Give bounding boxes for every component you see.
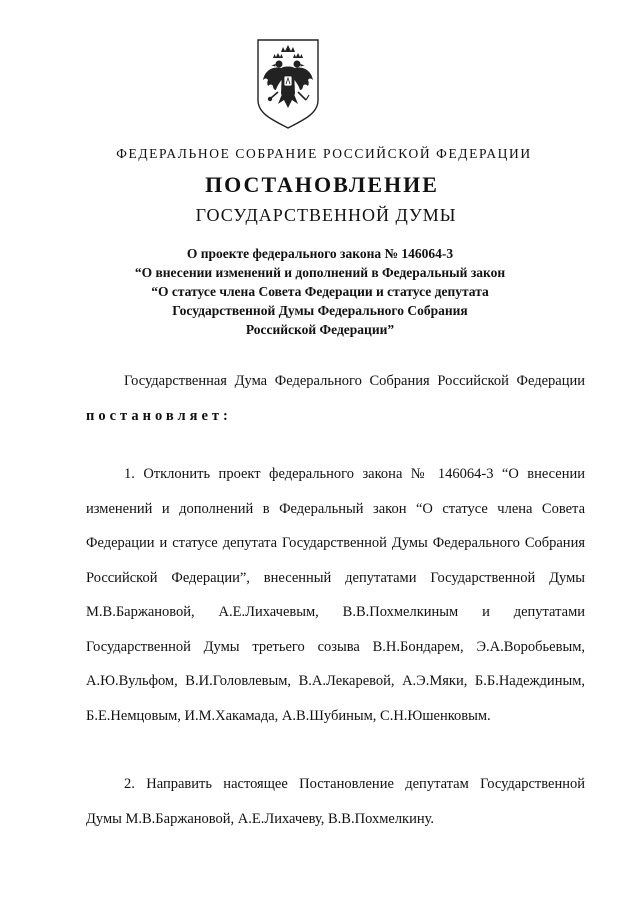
- document-issuer-subtitle: ГОСУДАРСТВЕННОЙ ДУМЫ: [195, 205, 457, 225]
- resolution-item-1: 1. Отклонить проект федерального закона № 146064-3 “О внесении изменений и дополнений в Федеральный закон “О статусе члена Совета Федерации и статусе депутата Государственной Думы Федерального Собрания Российской Федерации”, внесенный депутатами Государственной Думы М.В.Баржановой, А.Е.Лихачевым, В.В.Похмелкиным и депутатами Государственной Думы третьего созыва В.Н.Бондарем, Э.А.Воробьевым, А.Ю.Вульфом, В.И.Головлевым, В.А.Лекаревой, А.Э.Мяки, Б.Б.Надеждиным, Б.Е.Немцовым, И.М.Хакамада, А.В.Шубиным, С.Н.Юшенковым.: [86, 466, 585, 724]
- organization-name: ФЕДЕРАЛЬНОЕ СОБРАНИЕ РОССИЙСКОЙ ФЕДЕРАЦИИ: [116, 146, 532, 161]
- document-type-title: ПОСТАНОВЛЕНИЕ: [205, 172, 439, 197]
- subject-line: О проекте федерального закона № 146064-3: [186, 246, 454, 261]
- intro-text: Государственная Дума Федерального Собрания Российской Федерации: [124, 373, 585, 389]
- subject-line: Государственной Думы Федерального Собрания: [172, 303, 468, 318]
- decision-word: постановляет:: [86, 407, 232, 424]
- document-subject: [100, 244, 540, 339]
- subject-line: “О внесении изменений и дополнений в Федеральный закон: [134, 265, 506, 280]
- subject-line: “О статусе члена Совета Федерации и статусе депутата: [151, 284, 489, 299]
- resolution-item-2: 2. Направить настоящее Постановление депутатам Государственной Думы М.В.Баржановой, А.Е.Лихачеву, В.В.Похмелкину.: [86, 776, 585, 827]
- russian-coat-of-arms-icon: [255, 38, 321, 130]
- intro-paragraph: [86, 364, 585, 433]
- subject-line: Российской Федерации”: [245, 322, 395, 337]
